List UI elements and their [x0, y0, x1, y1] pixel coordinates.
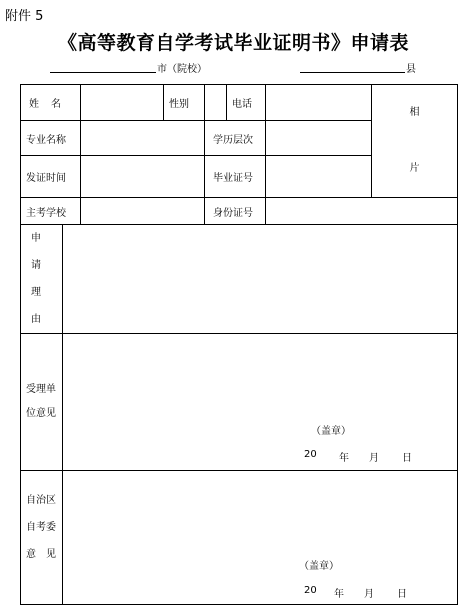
accepting-unit-opinion[interactable]	[63, 334, 458, 471]
main-school-label: 主考学校	[21, 198, 81, 225]
reason-char-1: 申	[31, 233, 41, 244]
accepting-unit-seal: （盖章）	[311, 426, 351, 437]
degree-level-value[interactable]	[266, 120, 372, 156]
accepting-unit-line-1: 受理单	[26, 384, 56, 395]
committee-seal: （盖章）	[299, 561, 339, 572]
certificate-no-label: 毕业证号	[205, 156, 266, 198]
degree-level-label: 学历层次	[205, 120, 266, 156]
gender-label: 性别	[164, 85, 205, 121]
committee-date-month: 月	[364, 589, 374, 600]
row-main-school	[21, 198, 458, 225]
committee-opinion[interactable]	[63, 471, 458, 605]
gender-value[interactable]	[205, 85, 227, 121]
phone-label: 电话	[227, 85, 266, 121]
reason-char-2: 请	[31, 260, 41, 271]
committee-label	[21, 471, 63, 605]
id-no-value[interactable]	[266, 198, 458, 225]
committee-line-3: 意 见	[26, 549, 56, 560]
accepting-unit-date-day: 日	[402, 453, 412, 464]
city-suffix: 市（院校）	[157, 64, 207, 75]
name-label: 姓 名	[21, 85, 81, 121]
accepting-unit-line-2: 位意见	[26, 408, 56, 419]
row-committee	[21, 471, 458, 605]
committee-date-year-prefix: 20	[304, 585, 317, 596]
reason-char-3: 理	[31, 287, 41, 298]
accepting-unit-date-year-prefix: 20	[304, 449, 317, 460]
name-value[interactable]	[81, 85, 164, 121]
photo-label-1: 相	[409, 107, 420, 118]
certificate-no-value[interactable]	[266, 156, 372, 198]
committee-line-1: 自治区	[26, 495, 56, 506]
county-blank-line[interactable]	[300, 58, 405, 73]
row-name	[21, 85, 458, 121]
city-blank-line[interactable]	[50, 58, 156, 73]
accepting-unit-date-year: 年	[339, 453, 349, 464]
main-school-value[interactable]	[81, 198, 205, 225]
committee-line-2: 自考委	[26, 522, 56, 533]
committee-date-day: 日	[397, 589, 407, 600]
reason-value[interactable]	[63, 225, 458, 334]
row-accepting-unit	[21, 334, 458, 471]
accepting-unit-date-month: 月	[369, 453, 379, 464]
photo-box[interactable]	[372, 85, 458, 198]
form-title: 《高等教育自学考试毕业证明书》申请表	[57, 32, 409, 54]
major-label: 专业名称	[21, 120, 81, 156]
photo-label-2: 片	[409, 163, 420, 174]
county-suffix: 县	[406, 64, 416, 75]
row-reason	[21, 225, 458, 334]
reason-char-4: 由	[31, 314, 41, 325]
major-value[interactable]	[81, 120, 205, 156]
committee-date-year: 年	[334, 589, 344, 600]
id-no-label: 身份证号	[205, 198, 266, 225]
issue-date-value[interactable]	[81, 156, 205, 198]
reason-label	[21, 225, 63, 334]
accepting-unit-label	[21, 334, 63, 471]
application-form-table	[20, 84, 458, 605]
phone-value[interactable]	[266, 85, 372, 121]
attachment-label: 附件 5	[5, 9, 44, 24]
issue-date-label: 发证时间	[21, 156, 81, 198]
